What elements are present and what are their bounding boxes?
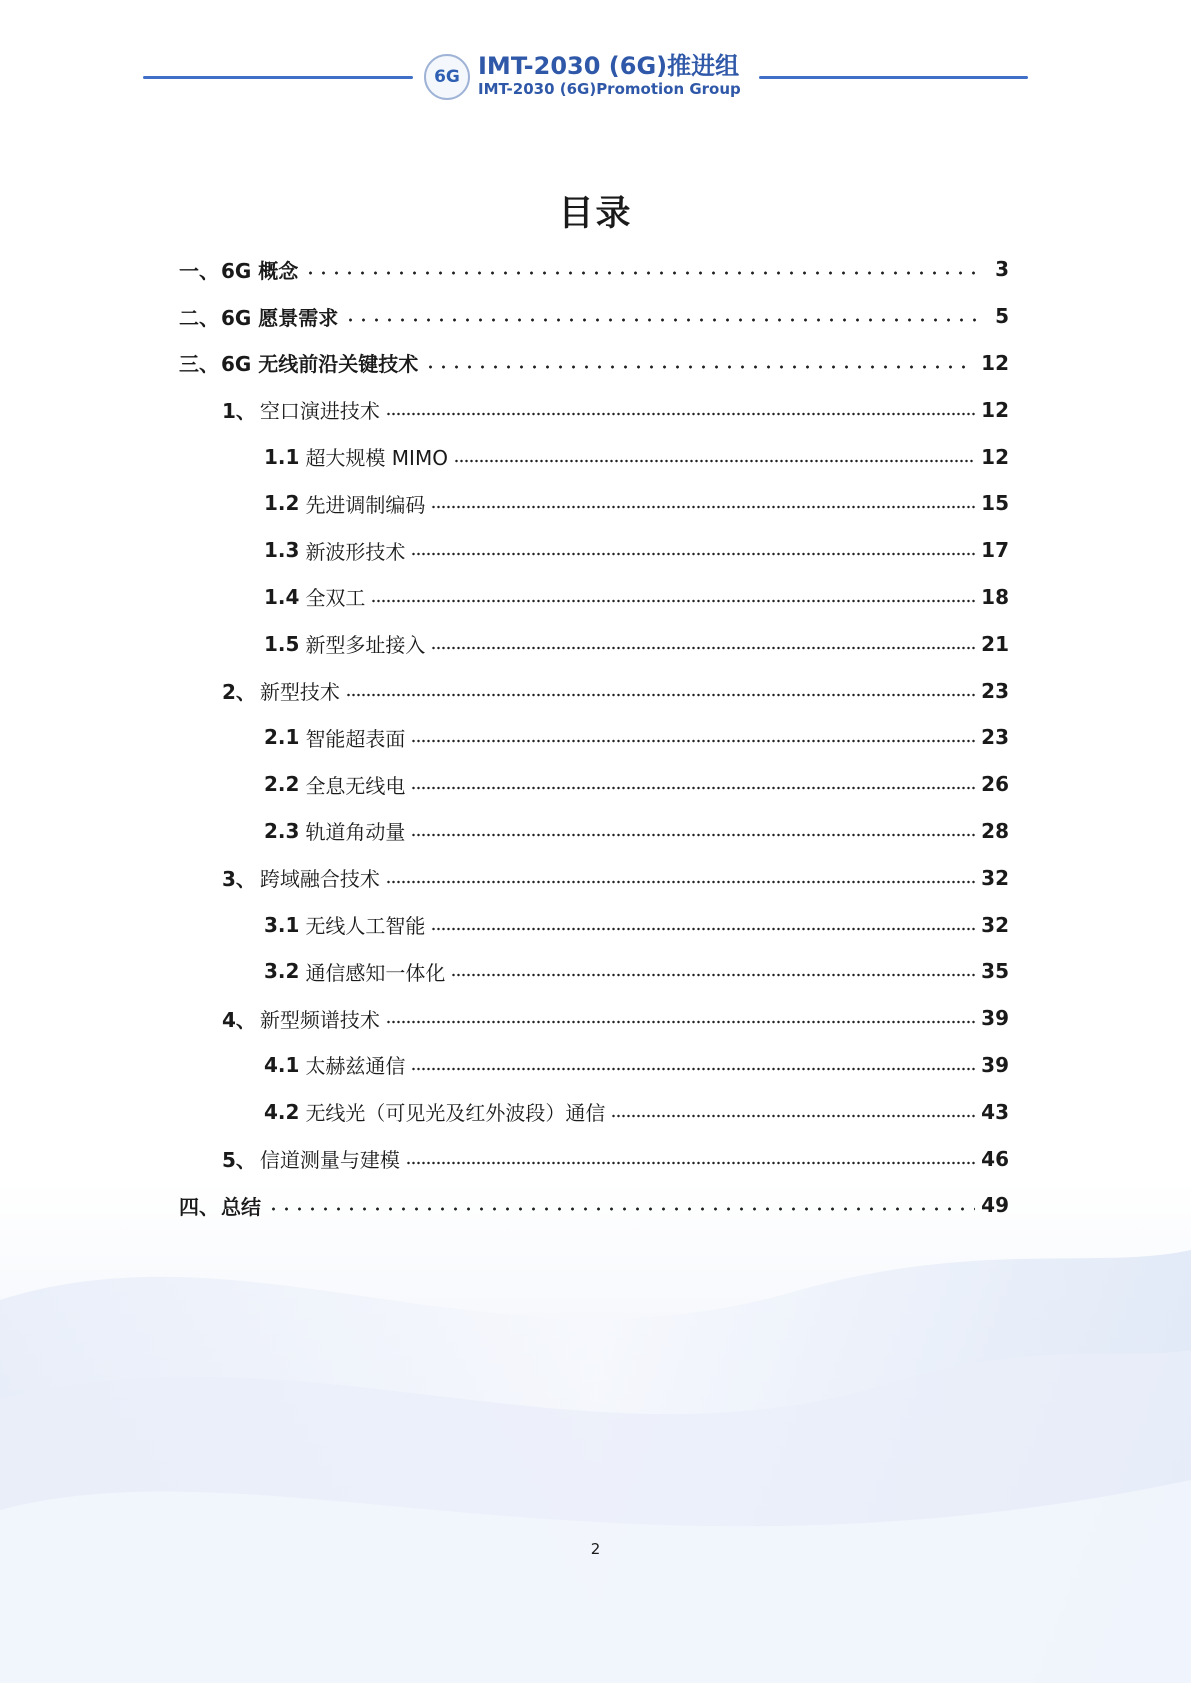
toc-entry-number: 2、 — [222, 680, 256, 705]
toc-entry-number: 2.3 — [264, 818, 300, 843]
header-title: IMT-2030 (6G)推进组 — [478, 52, 740, 80]
toc-dot-leader — [431, 505, 975, 509]
toc-entry-number: 1.3 — [264, 538, 300, 563]
header-rule-right — [759, 76, 1028, 79]
toc-entry-number: 4、 — [222, 1007, 256, 1032]
page-title: 目录 — [558, 194, 633, 234]
toc-dot-leader — [411, 552, 975, 556]
toc-entry-number: 1.2 — [264, 491, 300, 516]
toc-entry-page: 46 — [981, 1146, 1009, 1171]
toc-entry-title: 轨道角动量 — [305, 820, 406, 845]
logo-text: 6G — [434, 67, 460, 87]
toc-entry-number: 四、 — [179, 1194, 219, 1219]
toc-entry-title: 6G 无线前沿关键技术 — [221, 352, 419, 377]
header-text — [478, 52, 741, 98]
toc-entry-title: 总结 — [221, 1194, 261, 1219]
toc-entry-page: 26 — [981, 772, 1009, 797]
toc-entry-title: 智能超表面 — [305, 726, 406, 751]
toc-entry[interactable] — [179, 527, 1009, 574]
toc-dot-leader — [386, 1020, 975, 1024]
toc-entry-page: 12 — [981, 444, 1009, 469]
toc-entry[interactable] — [179, 480, 1009, 527]
toc-entry-number: 5、 — [222, 1148, 256, 1173]
toc-entry[interactable] — [179, 620, 1009, 667]
toc-entry-number: 2.2 — [264, 772, 300, 797]
toc-entry-title: 6G 概念 — [221, 258, 299, 283]
toc-dot-leader — [386, 412, 975, 416]
toc-dot-leader — [406, 1161, 975, 1165]
toc-entry[interactable] — [179, 246, 1009, 293]
toc-entry-title: 新型频谱技术 — [259, 1007, 380, 1032]
toc-entry-title: 全息无线电 — [305, 773, 406, 798]
toc-entry[interactable] — [179, 948, 1009, 995]
toc-entry-number: 4.2 — [264, 1099, 300, 1124]
background-wave — [0, 1180, 1191, 1683]
toc-entry-number: 1.1 — [264, 444, 300, 469]
toc-entry-title: 无线人工智能 — [305, 914, 426, 939]
toc-entry-number: 2.1 — [264, 725, 300, 750]
toc-entry-number: 3.1 — [264, 912, 300, 937]
toc-entry-page: 18 — [981, 584, 1009, 609]
toc-entry-page: 35 — [981, 959, 1009, 984]
toc-entry[interactable] — [179, 433, 1009, 480]
toc-entry-number: 1、 — [222, 399, 256, 424]
toc-entry[interactable] — [179, 1135, 1009, 1182]
toc-dot-leader — [267, 1207, 975, 1211]
toc-entry[interactable] — [179, 293, 1009, 340]
logo-6g — [424, 54, 470, 100]
toc-entry[interactable] — [179, 714, 1009, 761]
toc-entry-page: 12 — [981, 397, 1009, 422]
toc-dot-leader — [386, 880, 975, 884]
toc-dot-leader — [451, 973, 975, 977]
toc-entry-title: 通信感知一体化 — [305, 960, 446, 985]
toc-entry[interactable] — [179, 386, 1009, 433]
toc-dot-leader — [344, 318, 983, 322]
header-rule-left — [143, 76, 413, 79]
page-header — [0, 48, 1191, 108]
toc-entry[interactable] — [179, 1042, 1009, 1089]
toc-dot-leader — [431, 646, 975, 650]
toc-entry-page: 17 — [981, 538, 1009, 563]
toc-entry-number: 4.1 — [264, 1052, 300, 1077]
toc-dot-leader — [424, 365, 975, 369]
toc-dot-leader — [411, 739, 975, 743]
table-of-contents — [179, 246, 1009, 1229]
toc-entry-title: 6G 愿景需求 — [221, 305, 339, 330]
toc-entry-page: 39 — [981, 1052, 1009, 1077]
header-subtitle: IMT-2030 (6G)Promotion Group — [478, 80, 741, 98]
toc-entry[interactable] — [179, 667, 1009, 714]
toc-entry-page: 23 — [981, 678, 1009, 703]
toc-entry[interactable] — [179, 761, 1009, 808]
toc-entry-page: 3 — [995, 257, 1009, 282]
toc-entry-page: 5 — [995, 304, 1009, 329]
toc-entry-title: 新波形技术 — [305, 539, 406, 564]
toc-entry[interactable] — [179, 995, 1009, 1042]
toc-entry-title: 新型多址接入 — [305, 633, 426, 658]
page-number: 2 — [590, 1540, 601, 1558]
toc-entry-title: 太赫兹通信 — [305, 1054, 406, 1079]
toc-entry-page: 39 — [981, 1006, 1009, 1031]
toc-entry-number: 1.4 — [264, 584, 300, 609]
toc-dot-leader — [411, 786, 975, 790]
toc-entry[interactable] — [179, 901, 1009, 948]
toc-entry[interactable] — [179, 340, 1009, 387]
toc-dot-leader — [371, 599, 975, 603]
toc-dot-leader — [411, 1067, 975, 1071]
toc-entry-page: 21 — [981, 631, 1009, 656]
toc-entry-number: 1.5 — [264, 631, 300, 656]
toc-dot-leader — [304, 271, 983, 275]
toc-entry-title: 无线光（可见光及红外波段）通信 — [305, 1101, 606, 1126]
toc-entry-title: 信道测量与建模 — [259, 1148, 400, 1173]
toc-entry[interactable] — [179, 808, 1009, 855]
toc-entry-page: 43 — [981, 1099, 1009, 1124]
toc-entry-number: 三、 — [179, 352, 219, 377]
toc-dot-leader — [454, 459, 975, 463]
toc-dot-leader — [611, 1114, 975, 1118]
toc-entry-title: 全双工 — [305, 586, 366, 611]
toc-entry-number: 一、 — [179, 258, 219, 283]
toc-entry-title: 新型技术 — [259, 680, 340, 705]
toc-entry-page: 32 — [981, 912, 1009, 937]
toc-entry-page: 32 — [981, 865, 1009, 890]
toc-entry-title: 先进调制编码 — [305, 492, 426, 517]
toc-entry-title: 超大规模 MIMO — [305, 446, 448, 471]
toc-entry-number: 3、 — [222, 867, 256, 892]
toc-entry-page: 23 — [981, 725, 1009, 750]
toc-entry-title: 跨域融合技术 — [259, 867, 380, 892]
toc-entry-title: 空口演进技术 — [259, 399, 380, 424]
toc-entry[interactable] — [179, 574, 1009, 621]
toc-dot-leader — [346, 693, 975, 697]
toc-entry[interactable] — [179, 1182, 1009, 1229]
toc-entry-page: 28 — [981, 818, 1009, 843]
toc-entry-page: 15 — [981, 491, 1009, 516]
toc-entry[interactable] — [179, 1088, 1009, 1135]
toc-entry-page: 12 — [981, 350, 1009, 375]
toc-entry-page: 49 — [981, 1193, 1009, 1218]
toc-dot-leader — [411, 833, 975, 837]
toc-dot-leader — [431, 927, 975, 931]
toc-entry[interactable] — [179, 854, 1009, 901]
toc-entry-number: 3.2 — [264, 959, 300, 984]
toc-entry-number: 二、 — [179, 305, 219, 330]
